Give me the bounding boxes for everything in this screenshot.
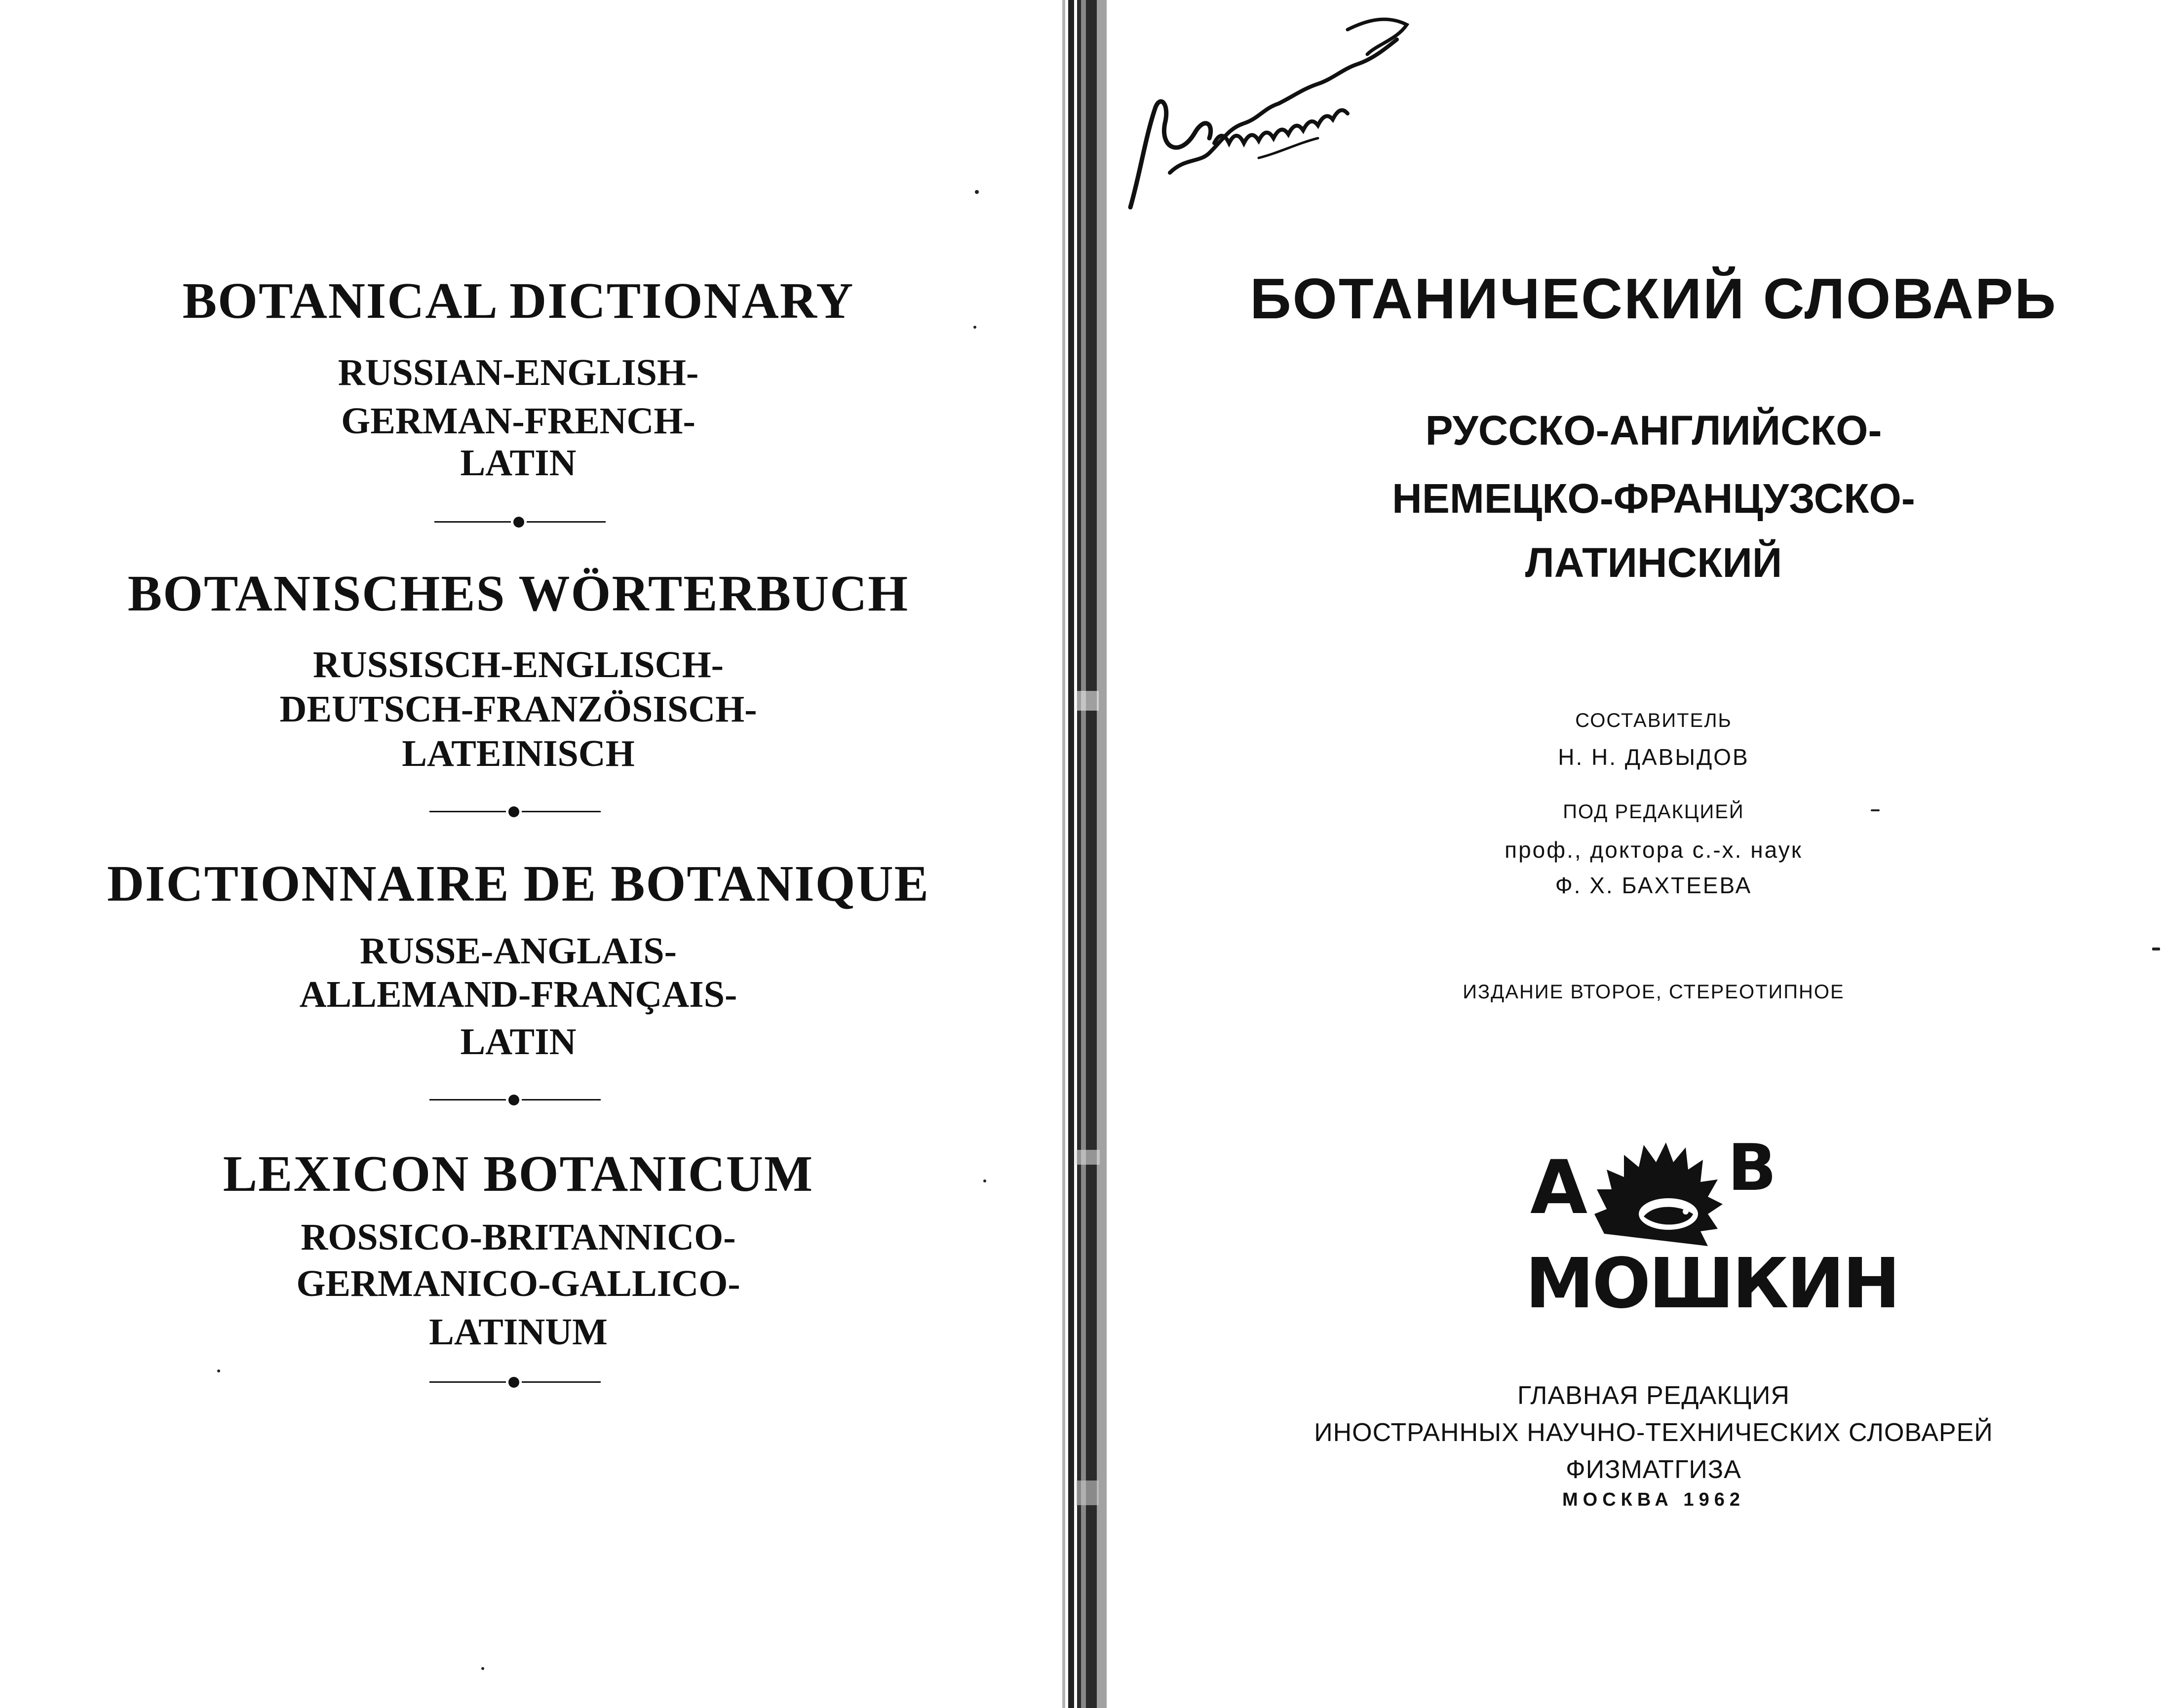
print-speck (2152, 948, 2160, 950)
editor-label: ПОД РЕДАКЦИЕЙ (1563, 801, 1744, 823)
section-3-line-1: RUSSE-ANGLAIS- (360, 930, 677, 972)
compiler-label: СОСТАВИТЕЛЬ (1575, 710, 1732, 731)
stamp-letter-right: В (1728, 1130, 1777, 1205)
section-1-line-1: RUSSIAN-ENGLISH- (338, 352, 699, 393)
print-speck (1871, 809, 1880, 811)
section-4-line-1: ROSSICO-BRITANNICO- (301, 1216, 736, 1258)
compiler-name: Н. Н. ДАВЫДОВ (1558, 744, 1749, 770)
right-page (1061, 0, 2162, 1708)
stamp-letter-left: А (1530, 1145, 1588, 1231)
section-2-line-2: DEUTSCH-FRANZÖSISCH- (279, 688, 757, 730)
russian-title: БОТАНИЧЕСКИЙ СЛОВАРЬ (1250, 266, 2057, 331)
left-page (0, 0, 1061, 1708)
russian-subtitle-line-3: ЛАТИНСКИЙ (1525, 539, 1782, 586)
russian-subtitle-line-2: НЕМЕЦКО-ФРАНЦУЗСКО- (1392, 475, 1915, 522)
section-3-line-2: ALLEMAND-FRANÇAIS- (299, 974, 737, 1015)
section-1-line-2: GERMAN-FRENCH- (341, 400, 695, 442)
section-1-title: BOTANICAL DICTIONARY (182, 272, 854, 329)
publisher-line-2: ИНОСТРАННЫХ НАУЧНО-ТЕХНИЧЕСКИХ СЛОВАРЕЙ (1314, 1418, 1993, 1447)
stamp-word: МОШКИН (1525, 1244, 1899, 1324)
section-1-line-3: LATIN (460, 442, 577, 484)
russian-subtitle-line-1: РУССКО-АНГЛИЙСКО- (1425, 407, 1882, 454)
print-speck (217, 1369, 220, 1372)
section-2-line-3: LATEINISCH (402, 733, 635, 774)
publisher-line-1: ГЛАВНАЯ РЕДАКЦИЯ (1517, 1381, 1790, 1410)
print-speck (481, 1667, 484, 1670)
owner-stamp (1520, 1125, 1899, 1342)
section-3-title: DICTIONNAIRE DE BOTANIQUE (107, 855, 930, 912)
edition-note: ИЗДАНИЕ ВТОРОЕ, СТЕРЕОТИПНОЕ (1463, 981, 1845, 1003)
ornament-divider (434, 517, 607, 527)
section-2-line-1: RUSSISCH-ENGLISCH- (313, 644, 724, 685)
editor-title: проф., доктора с.-х. наук (1505, 837, 1803, 863)
editor-name: Ф. Х. БАХТЕЕВА (1555, 873, 1752, 898)
print-speck (975, 190, 979, 194)
section-2-title: BOTANISCHES WÖRTERBUCH (127, 565, 909, 622)
section-4-line-3: LATINUM (429, 1311, 608, 1353)
city-year: МОСКВА 1962 (1562, 1489, 1745, 1510)
ornament-divider (429, 1095, 602, 1104)
section-4-title: LEXICON BOTANICUM (223, 1145, 814, 1202)
section-3-line-3: LATIN (460, 1021, 577, 1063)
section-4-line-2: GERMANICO-GALLICO- (296, 1263, 740, 1304)
publisher-line-3: ФИЗМАТГИЗА (1566, 1455, 1741, 1484)
print-speck (973, 326, 976, 329)
ornament-divider (429, 1377, 602, 1387)
ornament-divider (429, 806, 602, 816)
print-speck (983, 1179, 986, 1182)
